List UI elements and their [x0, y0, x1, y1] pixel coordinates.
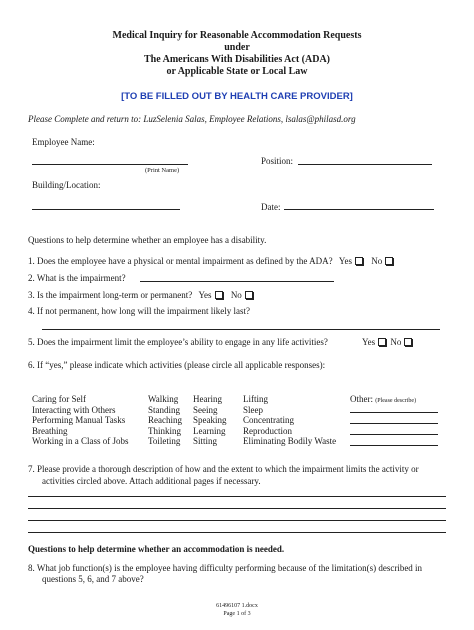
other-label: Other:: [350, 394, 373, 404]
date-field[interactable]: [284, 209, 434, 210]
question-7-line1: 7. Please provide a thorough description of how and the extent to which the impairment limits the activity or: [28, 464, 419, 474]
activity-walking[interactable]: Walking: [148, 394, 179, 404]
section1-header: Questions to help determine whether an employee has a disability.: [28, 235, 267, 245]
other-field-2[interactable]: [350, 423, 438, 424]
q5-yes-checkbox[interactable]: [378, 338, 386, 346]
q5-yes-label: Yes: [362, 337, 376, 347]
q5-no-label: No: [390, 337, 402, 347]
form-title-line3: The Americans With Disabilities Act (ADA): [143, 54, 330, 65]
q5-no-checkbox[interactable]: [404, 338, 412, 346]
activities-col2: [148, 394, 182, 447]
activities-col1: [32, 394, 129, 447]
question-3-text: 3. Is the impairment long-term or permanent?: [28, 290, 193, 300]
activity-working[interactable]: Working in a Class of Jobs: [32, 436, 129, 446]
building-field[interactable]: [32, 209, 180, 210]
question-1-text: 1. Does the employee have a physical or mental impairment as defined by the ADA?: [28, 256, 333, 266]
form-title-line4: or Applicable State or Local Law: [166, 66, 308, 77]
impairment-field[interactable]: [140, 281, 334, 282]
description-line-4[interactable]: [28, 532, 446, 533]
description-line-3[interactable]: [28, 520, 446, 521]
activities-col3: [193, 394, 227, 447]
activity-standing[interactable]: Standing: [148, 404, 181, 415]
activities-col4: [243, 394, 336, 447]
question-8-line2: questions 5, 6, and 7 above?: [42, 574, 144, 584]
form-title-line1: Medical Inquiry for Reasonable Accommodation Requests: [112, 30, 362, 41]
position-label: Position:: [261, 156, 294, 166]
description-line-2[interactable]: [28, 508, 446, 509]
building-label: Building/Location:: [32, 180, 101, 190]
other-note: (Please describe): [375, 398, 417, 404]
q1-no-checkbox[interactable]: [385, 257, 393, 265]
activity-learning[interactable]: Learning: [193, 425, 226, 436]
activity-caring-for-self[interactable]: Caring for Self: [32, 394, 86, 404]
question-2-text: 2. What is the impairment?: [28, 273, 126, 283]
question-8-line1: 8. What job function(s) is the employee having difficulty performing because of the limitation(s) described in: [28, 563, 423, 573]
activity-sitting[interactable]: Sitting: [193, 436, 218, 446]
activity-toileting[interactable]: Toileting: [148, 436, 181, 446]
activity-hearing[interactable]: Hearing: [193, 394, 222, 404]
question-5-text: 5. Does the impairment limit the employee’s ability to engage in any life activities?: [28, 337, 328, 347]
question-4-text: 4. If not permanent, how long will the impairment likely last?: [28, 306, 250, 316]
other-field-4[interactable]: [350, 445, 438, 446]
date-label: Date:: [261, 202, 281, 212]
other-field-3[interactable]: [350, 434, 438, 435]
activity-eliminating-waste[interactable]: Eliminating Bodily Waste: [243, 436, 337, 446]
activity-thinking[interactable]: Thinking: [148, 425, 181, 436]
other-field-1[interactable]: [350, 412, 438, 413]
question-5-options: [362, 337, 412, 347]
footer-doc-id: 61496107 1.docx: [216, 603, 258, 609]
activity-manual-tasks[interactable]: Performing Manual Tasks: [32, 415, 126, 425]
q3-yes-checkbox[interactable]: [215, 291, 223, 299]
duration-field[interactable]: [42, 329, 440, 330]
question-1: [28, 256, 393, 266]
position-field[interactable]: [298, 164, 432, 165]
activity-sleep[interactable]: Sleep: [243, 404, 263, 415]
employee-name-label: Employee Name:: [32, 137, 95, 147]
q3-no-checkbox[interactable]: [245, 291, 253, 299]
other-label-row: [350, 394, 416, 404]
q1-yes-label: Yes: [338, 256, 353, 266]
activity-interacting[interactable]: Interacting with Others: [32, 404, 116, 415]
employee-name-field[interactable]: [32, 164, 188, 165]
footer-page-number: Page 1 of 3: [223, 611, 251, 617]
q3-yes-label: Yes: [198, 290, 212, 300]
print-name-caption: (Print Name): [145, 167, 180, 174]
activity-reaching[interactable]: Reaching: [148, 415, 182, 425]
form-title-line2: under: [224, 42, 250, 53]
q1-no-label: No: [371, 256, 383, 266]
activity-lifting[interactable]: Lifting: [243, 394, 268, 404]
section2-header: Questions to help determine whether an accommodation is needed.: [28, 544, 285, 554]
activity-speaking[interactable]: Speaking: [193, 415, 227, 425]
q1-yes-checkbox[interactable]: [355, 257, 363, 265]
provider-note: [TO BE FILLED OUT BY HEALTH CARE PROVIDER]: [121, 91, 353, 102]
activity-concentrating[interactable]: Concentrating: [243, 415, 294, 425]
activity-breathing[interactable]: Breathing: [32, 425, 68, 436]
return-instructions: Please Complete and return to: LuzSelenia Salas, Employee Relations, lsalas@philasd.org: [28, 114, 356, 124]
q3-no-label: No: [230, 290, 242, 300]
question-7-line2: activities circled above. Attach additional pages if necessary.: [42, 476, 261, 486]
question-3: [28, 290, 253, 300]
activity-reproduction[interactable]: Reproduction: [243, 425, 292, 436]
question-6-text: 6. If “yes,” please indicate which activities (please circle all applicable responses):: [28, 360, 326, 370]
description-line-1[interactable]: [28, 496, 446, 497]
activity-seeing[interactable]: Seeing: [193, 404, 218, 415]
